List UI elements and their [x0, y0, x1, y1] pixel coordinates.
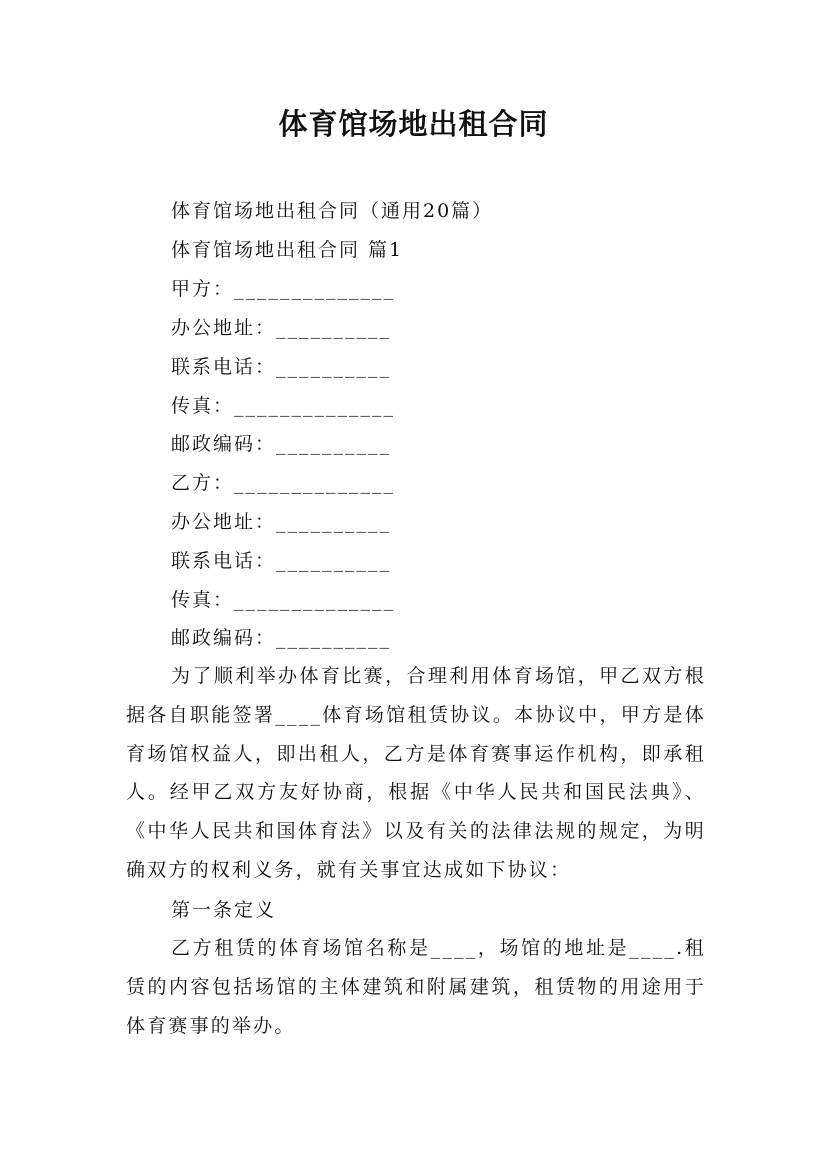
- intro-paragraph-text: 为了顺利举办体育比赛，合理利用体育场馆，甲乙双方根据各自职能签署____体育场馆租赁协议。本协议中，甲方是体育场馆权益人，即出租人，乙方是体育赛事运作机构，即承租人。经甲乙双方友好协商，根据《中华人民共和国民法典》、《中华人民共和国体育法》以及有关的法律法规的规定，为明确双方的权利义务，就有关事宜达成如下协议：: [126, 665, 706, 881]
- intro-paragraph: [126, 657, 706, 890]
- document-title: 体育馆场地出租合同: [278, 107, 549, 141]
- article-1-paragraph: [126, 929, 706, 1045]
- party-b-postcode-field: 邮政编码：__________: [171, 627, 392, 649]
- party-a-name-field: 甲方：______________: [171, 278, 396, 300]
- party-a-phone-field: 联系电话：__________: [171, 356, 392, 378]
- party-b-address-field: 办公地址：__________: [171, 511, 392, 533]
- article-1-paragraph-text: 乙方租赁的体育场馆名称是____，场馆的地址是____.租赁的内容包括场馆的主体建筑和附属建筑，租赁物的用途用于体育赛事的举办。: [126, 937, 706, 1037]
- article-1-heading: 第一条定义: [171, 899, 277, 921]
- party-a-address-field: 办公地址：__________: [171, 317, 392, 339]
- party-a-fax-field: 传真：______________: [171, 395, 396, 417]
- party-b-fax-field: 传真：______________: [171, 589, 396, 611]
- party-b-phone-field: 联系电话：__________: [171, 550, 392, 572]
- document-subtitle: 体育馆场地出租合同（通用20篇）: [171, 200, 494, 222]
- party-a-postcode-field: 邮政编码：__________: [171, 433, 392, 455]
- section-title: 体育馆场地出租合同 篇1: [171, 239, 404, 261]
- party-b-name-field: 乙方：______________: [171, 472, 396, 494]
